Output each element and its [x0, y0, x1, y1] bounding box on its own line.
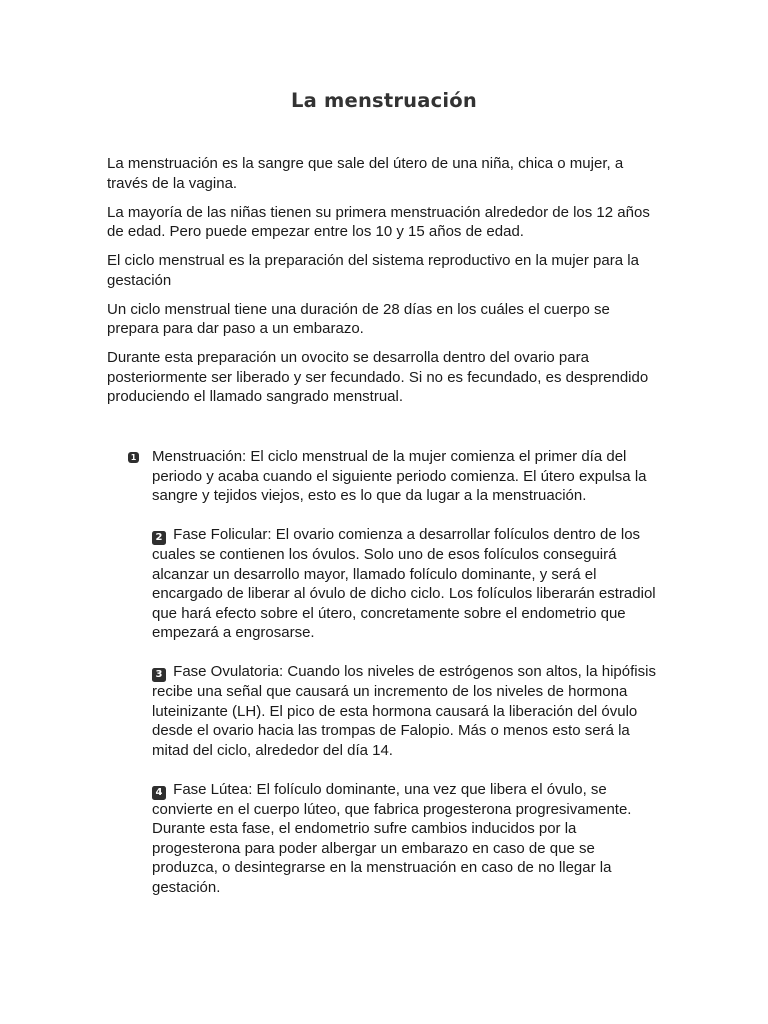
- intro-paragraph: Durante esta preparación un ovocito se desarrolla dentro del ovario para posteriormente ser liberado y ser fecundado. Si no es fecundado, es desprendido produciendo el llamado sangrado menstrual.: [107, 349, 649, 405]
- document-title: La menstruación: [291, 89, 477, 112]
- phase-text: Fase Lútea: El folículo dominante, una vez que libera el óvulo, se convierte en el cuerpo lúteo, que fabrica progesterona progresivamente. Durante esta fase, el endometrio sufre cambios inducidos por la progesterona para poder albergar un embarazo en caso de que se produzca, o desintegrarse en la menstruación en caso de no llegar la gestación.: [152, 780, 632, 896]
- phase-text: Menstruación: El ciclo menstrual de la mujer comienza el primer día del periodo y acaba cuando el siguiente periodo comienza. El útero expulsa la sangre y tejidos viejos, esto es lo que da lugar a la menstruación.: [152, 448, 647, 504]
- phase-item-folicular: [128, 525, 663, 643]
- intro-section: [107, 154, 662, 416]
- intro-paragraph: Un ciclo menstrual tiene una duración de 28 días en los cuáles el cuerpo se prepara para dar paso a un embarazo.: [107, 300, 610, 337]
- intro-paragraph: El ciclo menstrual es la preparación del sistema reproductivo en la mujer para la gestación: [107, 252, 639, 289]
- phase-text: Fase Ovulatoria: Cuando los niveles de estrógenos son altos, la hipófisis recibe una señal que causará un incremento de los niveles de hormona luteinizante (LH). El pico de esta hormona causará la liberación del óvulo desde el ovario hacia las trompas de Falopio. Más o menos esto será la mitad del ciclo, alrededor del día 14.: [152, 663, 656, 759]
- number-four-badge-icon: 4: [152, 786, 166, 800]
- intro-paragraph: La menstruación es la sangre que sale del útero de una niña, chica o mujer, a través de la vagina.: [107, 155, 624, 192]
- intro-paragraph: La mayoría de las niñas tienen su primera menstruación alrededor de los 12 años de edad. Pero puede empezar entre los 10 y 15 años de edad.: [107, 203, 650, 240]
- phase-item-lutea: [128, 780, 663, 898]
- number-three-badge-icon: 3: [152, 668, 166, 682]
- phase-item-ovulatoria: [128, 662, 663, 760]
- phases-list: [128, 447, 663, 917]
- number-two-badge-icon: 2: [152, 531, 166, 545]
- phase-text: Fase Folicular: El ovario comienza a desarrollar folículos dentro de los cuales se contienen los óvulos. Solo uno de esos folículos conseguirá alcanzar un desarrollo mayor, llamado folículo dominante, y será el encargado de liberar al óvulo de dicho ciclo. Los folículos liberarán estradiol que hará efecto sobre el útero, concretamente sobre el endometrio que empezará a engrosarse.: [152, 526, 656, 641]
- phase-item-menstruacion: [128, 447, 663, 506]
- number-one-badge-icon: 1: [128, 452, 139, 463]
